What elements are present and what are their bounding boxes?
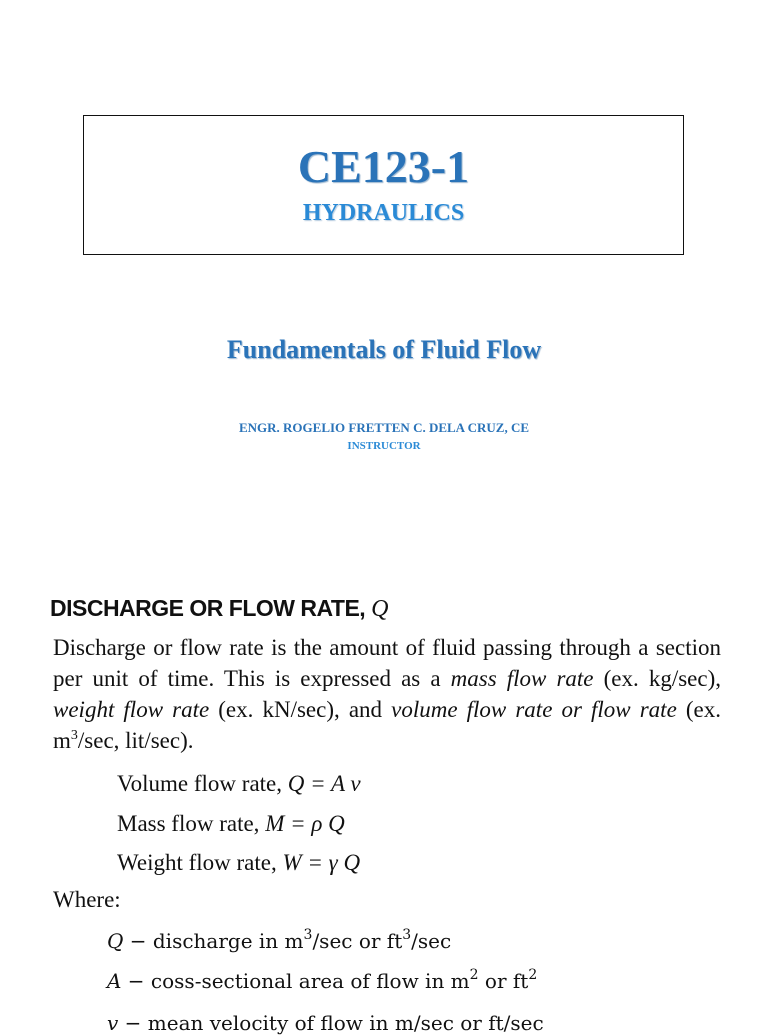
definition-velocity: [107, 1011, 544, 1035]
para-text: Discharge or flow rate is the amount of fluid passing through a section per unit of time. This is expressed as a: [53, 635, 721, 691]
para-term-weight: weight flow rate: [53, 697, 210, 722]
definition-paragraph: [53, 632, 721, 756]
heading-symbol: Q: [371, 596, 388, 622]
para-text: (ex. kg/sec),: [593, 666, 721, 691]
equation-label: Mass flow rate,: [117, 811, 266, 836]
para-term-mass: mass flow rate: [450, 666, 594, 691]
instructor-role: INSTRUCTOR: [347, 440, 421, 452]
course-name: HYDRAULICS: [302, 200, 465, 226]
def-text: /sec: [411, 929, 452, 953]
title-box: [83, 115, 684, 255]
where-label: Where:: [53, 887, 121, 912]
def-superscript: 3: [402, 927, 412, 943]
para-text: (ex. m: [53, 697, 722, 753]
course-code: CE123-1: [297, 141, 470, 192]
lesson-title: Fundamentals of Fluid Flow: [226, 335, 542, 364]
def-superscript: 3: [303, 927, 313, 943]
equation-formula: W = γ Q: [282, 850, 361, 875]
def-symbol: A: [107, 969, 122, 993]
para-superscript: 3: [70, 728, 78, 743]
equation-formula: Q = A v: [287, 771, 361, 796]
heading-text: DISCHARGE OR FLOW RATE,: [50, 595, 366, 621]
def-text: − mean velocity of flow in m/sec or ft/sec: [118, 1011, 544, 1035]
equation-weight: [117, 850, 360, 876]
equation-volume: [117, 771, 361, 797]
equation-label: Volume flow rate,: [117, 771, 288, 796]
para-term-volume: volume flow rate or flow rate: [391, 697, 677, 722]
definition-area: [107, 969, 537, 993]
def-superscript: 2: [528, 967, 538, 983]
para-text: (ex. kN/sec), and: [209, 697, 392, 722]
def-text: − coss-sectional area of flow in m: [121, 969, 470, 993]
definition-discharge: [107, 929, 451, 953]
def-text: /sec or ft: [312, 929, 403, 953]
equation-label: Weight flow rate,: [117, 850, 283, 875]
def-symbol: v: [107, 1011, 119, 1035]
def-superscript: 2: [469, 967, 479, 983]
def-text: − discharge in m: [123, 929, 304, 953]
para-text: /sec, lit/sec).: [77, 728, 194, 753]
content-slide: [0, 565, 768, 1035]
def-symbol: Q: [107, 929, 124, 953]
instructor-name: ENGR. ROGELIO FRETTEN C. DELA CRUZ, CE: [238, 420, 530, 435]
equation-formula: M = ρ Q: [265, 811, 345, 836]
section-heading: [50, 595, 388, 623]
def-text: or ft: [478, 969, 529, 993]
equation-mass: [117, 811, 345, 837]
